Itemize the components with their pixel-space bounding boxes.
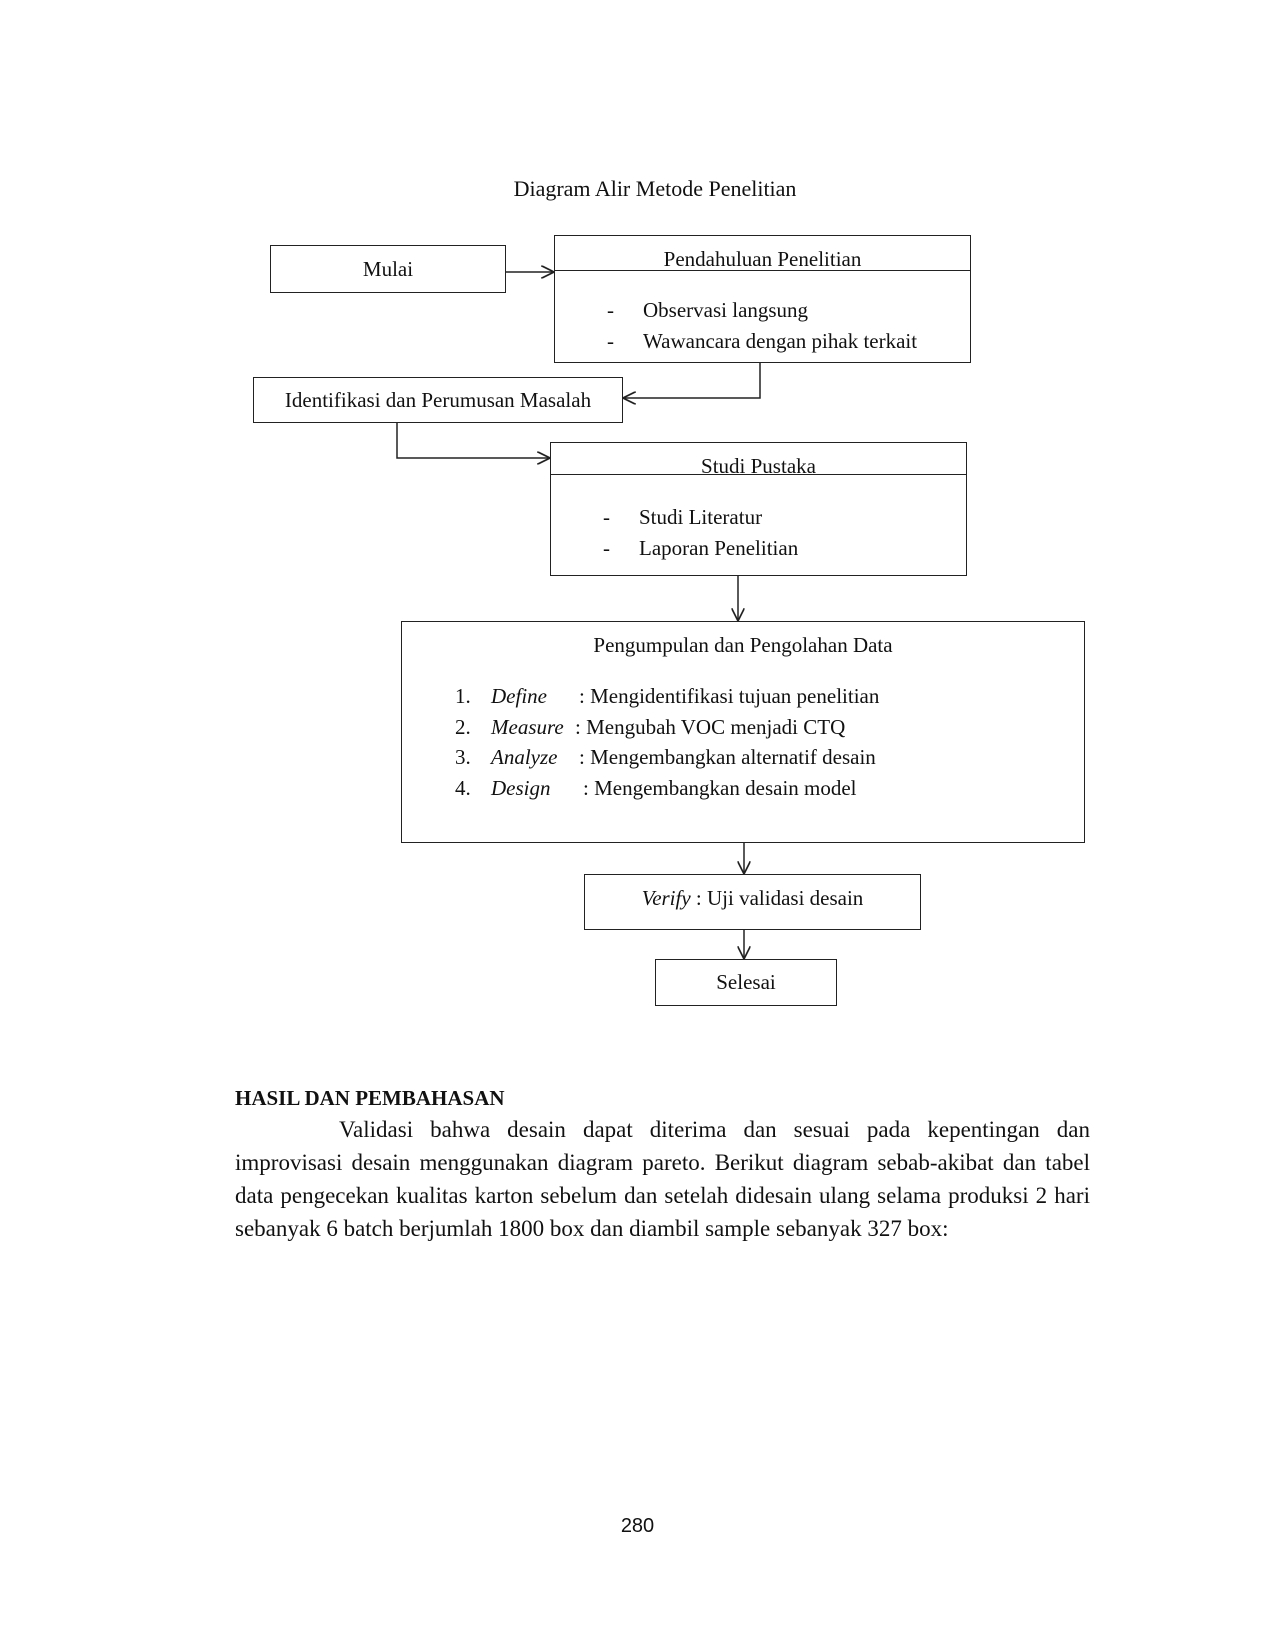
data-processing-title: Pengumpulan dan Pengolahan Data [593,633,893,657]
bullet-dash: - [607,329,614,353]
introduction-item: - Wawancara dengan pihak terkait [607,329,918,353]
problem-node [253,377,623,423]
bullet-dash: - [603,536,610,560]
verify-desc: : Uji validasi desain [690,886,864,910]
dmadv-step: 1. Define : Mengidentifikasi tujuan penelitian [455,684,880,708]
section-paragraph: Validasi bahwa desain dapat diterima dan sesuai pada kepentingan dan improvisasi desain menggunakan diagram pareto. Berikut diagram sebab-akibat dan tabel data pengecekan kualitas karton sebelum dan setelah didesain ulang selama produksi 2 hari sebanyak 6 batch berjumlah 1800 box dan diambil sample sebanyak 327 box: [235,1117,1090,1241]
verify-label [585,886,920,911]
dmadv-step: 4. Design : Mengembangkan desain model [455,776,857,800]
literature-node [550,442,967,576]
step-term: Define [491,684,547,708]
introduction-title: Pendahuluan Penelitian [663,247,862,271]
problem-label: Identifikasi dan Perumusan Masalah [284,387,592,412]
literature-item: - Laporan Penelitian [603,536,799,560]
section-heading: HASIL DAN PEMBAHASAN [235,1086,505,1110]
page-number: 280 [620,1515,655,1537]
end-node [655,959,837,1006]
start-node [270,245,506,293]
introduction-divider [555,270,970,271]
step-term: Design [491,776,551,800]
diagram-title: Diagram Alir Metode Penelitian [513,176,797,201]
start-label: Mulai [362,256,414,281]
bullet-dash: - [603,505,610,529]
literature-divider [551,474,966,475]
literature-title: Studi Pustaka [701,454,816,478]
dmadv-step: 3. Analyze : Mengembangkan alternatif desain [455,745,876,769]
introduction-item: - Observasi langsung [607,298,809,322]
arrow-problem-to-literature [397,422,550,458]
verify-node [584,874,921,930]
bullet-dash: - [607,298,614,322]
dmadv-step: 2. Measure : Mengubah VOC menjadi CTQ [455,715,846,739]
step-term: Measure [491,715,564,739]
data-processing-node [401,621,1085,843]
literature-item: - Studi Literatur [603,505,763,529]
end-label: Selesai [716,970,776,994]
step-term: Analyze [491,745,558,769]
verify-term: Verify [641,886,691,910]
introduction-node [554,235,971,363]
